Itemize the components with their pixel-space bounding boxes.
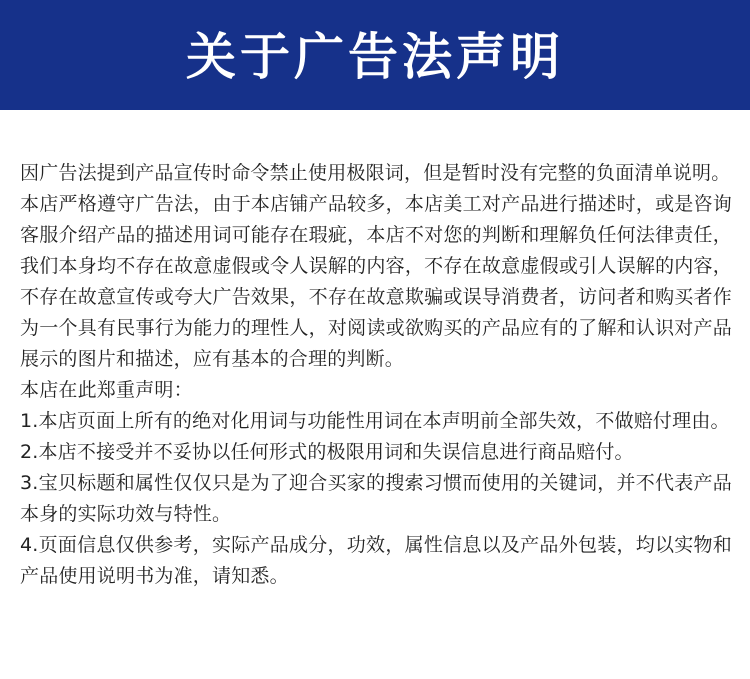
disclaimer-paragraph: 本店严格遵守广告法，由于本店铺产品较多，本店美工对产品进行描述时，或是咨询客服介绍产品的描述用词可能存在瑕疵，本店不对您的判断和理解负任何法律责任，我们本身均不存在故意虚假或令人误解的内容，不存在故意虚假或引人误解的内容，不存在故意宣传或夸大广告效果，不存在故意欺骗或误导消费者，访问者和购买者作为一个具有民事行为能力的理性人，对阅读或欲购买的产品应有的了解和认识对产品展示的图片和描述，应有基本的合理的判断。 [20, 193, 732, 370]
page-title: 关于广告法声明 [186, 28, 564, 86]
intro-paragraph: 因广告法提到产品宣传时命令禁止使用极限词，但是暂时没有完整的负面清单说明。 [20, 162, 731, 184]
header-banner [0, 0, 750, 110]
statement-body [20, 158, 732, 592]
declaration-heading: 本店在此郑重声明： [20, 379, 193, 401]
clause-1: 1.本店页面上所有的绝对化用词与功能性用词在本声明前全部失效，不做赔付理由。 [20, 410, 730, 432]
clause-4: 4.页面信息仅供参考，实际产品成分，功效，属性信息以及产品外包装，均以实物和产品使用说明书为准，请知悉。 [20, 534, 732, 587]
clause-3: 3.宝贝标题和属性仅仅只是为了迎合买家的搜索习惯而使用的关键词，并不代表产品本身的实际功效与特性。 [20, 472, 732, 525]
clause-2: 2.本店不接受并不妥协以任何形式的极限用词和失误信息进行商品赔付。 [20, 441, 634, 463]
